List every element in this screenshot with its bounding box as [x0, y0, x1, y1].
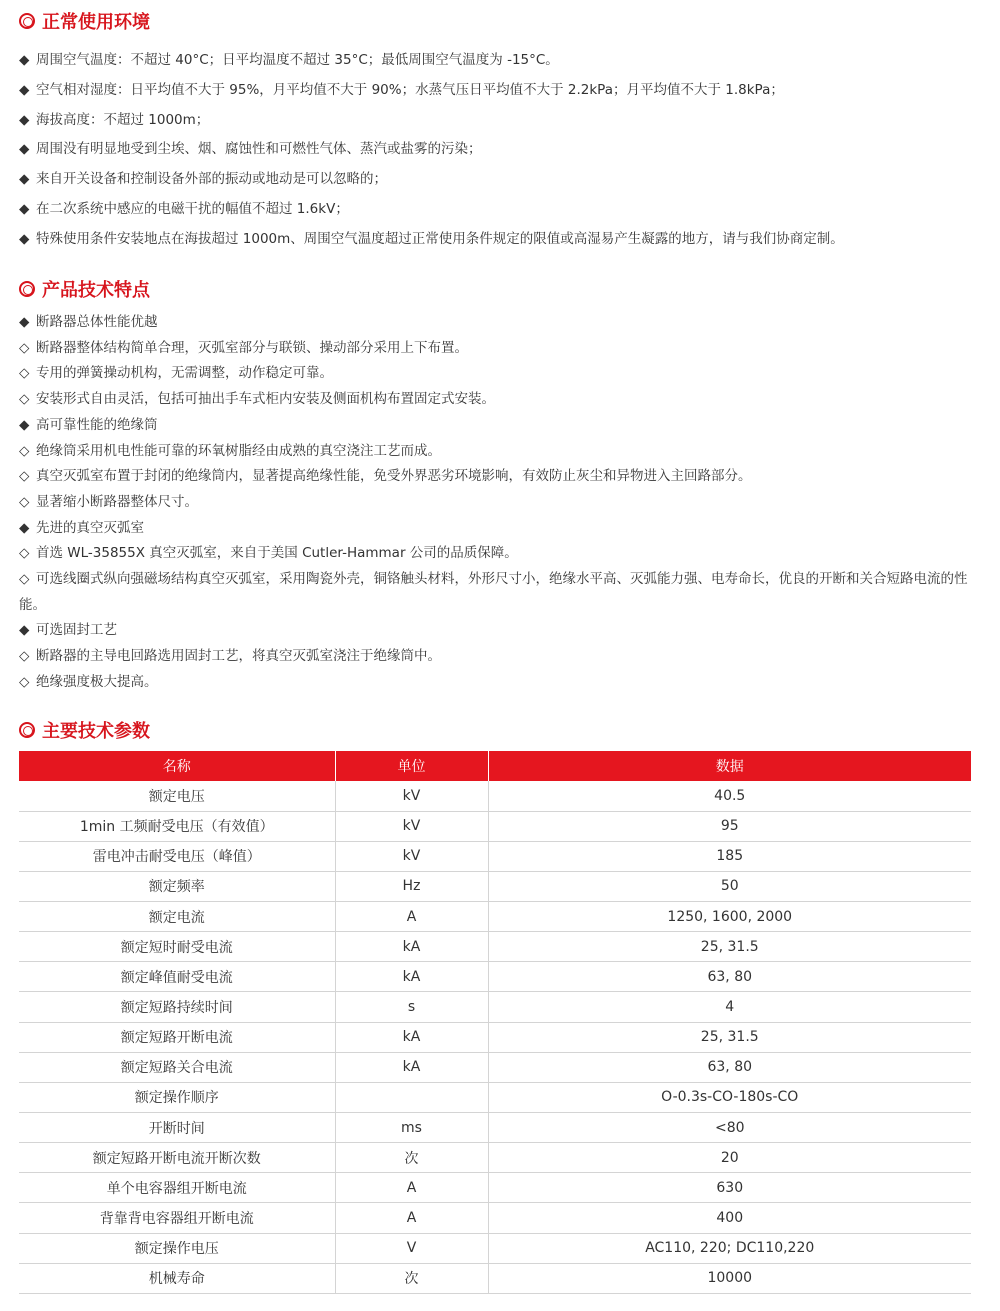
feature-item-text: 断路器的主导电回路选用固封工艺，将真空灭弧室浇注于绝缘筒中。: [36, 648, 441, 665]
feature-item-text: 高可靠性能的绝缘筒: [36, 416, 158, 433]
param-value-cell: AC110, 220; DC110,220: [488, 1233, 971, 1263]
param-value-cell: 25, 31.5: [488, 932, 971, 962]
feature-item-text: 首选 WL-35855X 真空灭弧室，来自于美国 Cutler-Hammar 公司的品质保障。: [36, 545, 518, 562]
diamond-bullet-icon: ◆: [19, 314, 30, 330]
params-section: [19, 715, 974, 1294]
param-unit-cell: A: [335, 902, 488, 932]
param-name-cell: 额定操作顺序: [19, 1082, 335, 1112]
param-value-cell: 1250, 1600, 2000: [488, 902, 971, 932]
feature-item: [19, 670, 974, 696]
env-item-text: 空气相对湿度：日平均值不大于 95%，月平均值不大于 90%；水蒸气压日平均值不大于 2.2kPa；月平均值不大于 1.8kPa；: [36, 81, 784, 98]
param-value-cell: 25, 31.5: [488, 1022, 971, 1052]
param-unit-cell: s: [335, 992, 488, 1022]
param-value-cell: 10000: [488, 1263, 971, 1293]
feature-item-text: 专用的弹簧操动机构，无需调整，动作稳定可靠。: [36, 365, 333, 382]
header-name: 名称: [19, 751, 335, 781]
table-row: [19, 781, 971, 811]
param-name-cell: 额定短路开断电流: [19, 1022, 335, 1052]
table-row: [19, 841, 971, 871]
feature-item: [19, 439, 974, 465]
param-value-cell: 400: [488, 1203, 971, 1233]
param-name-cell: 额定峰值耐受电流: [19, 962, 335, 992]
feature-item: [19, 336, 974, 362]
table-row: [19, 1082, 971, 1112]
feature-item-text: 可选线圈式纵向强磁场结构真空灭弧室，采用陶瓷外壳，铜铬触头材料，外形尺寸小，绝缘水平高、灭弧能力强、电寿命长，优良的开断和关合短路电流的性能。: [19, 571, 968, 613]
param-value-cell: 63, 80: [488, 962, 971, 992]
feature-item-text: 显著缩小断路器整体尺寸。: [36, 493, 198, 510]
diamond-bullet-icon: ◆: [19, 519, 30, 536]
hollow-diamond-bullet-icon: ◇: [19, 391, 30, 408]
param-name-cell: 额定电压: [19, 781, 335, 811]
hollow-diamond-bullet-icon: ◇: [19, 468, 30, 485]
params-table: [19, 751, 971, 1294]
circle-bullet-icon: [19, 722, 35, 738]
param-name-cell: 额定短时耐受电流: [19, 932, 335, 962]
env-section: [19, 6, 974, 255]
param-value-cell: 4: [488, 992, 971, 1022]
param-unit-cell: kV: [335, 841, 488, 871]
env-item-text: 在二次系统中感应的电磁干扰的幅值不超过 1.6kV；: [36, 200, 349, 217]
feature-item: [19, 567, 974, 618]
env-list: [19, 46, 974, 255]
feature-item: [19, 541, 974, 567]
param-value-cell: O-0.3s-CO-180s-CO: [488, 1082, 971, 1112]
diamond-bullet-icon: ◆: [19, 111, 30, 128]
feature-item: [19, 464, 974, 490]
param-unit-cell: A: [335, 1173, 488, 1203]
feature-item: [19, 490, 974, 516]
param-name-cell: 1min 工频耐受电压（有效值）: [19, 811, 335, 841]
hollow-diamond-bullet-icon: ◇: [19, 648, 30, 665]
table-row: [19, 1143, 971, 1173]
features-section: [19, 274, 974, 696]
param-unit-cell: V: [335, 1233, 488, 1263]
feature-item: [19, 310, 974, 336]
circle-bullet-icon: [19, 13, 35, 29]
hollow-diamond-bullet-icon: ◇: [19, 493, 30, 510]
param-name-cell: 额定短路持续时间: [19, 992, 335, 1022]
diamond-bullet-icon: ◆: [19, 52, 30, 68]
hollow-diamond-bullet-icon: ◇: [19, 365, 30, 382]
feature-item-text: 可选固封工艺: [36, 622, 117, 639]
feature-item: [19, 413, 974, 439]
feature-item-text: 断路器整体结构简单合理，灭弧室部分与联锁、操动部分采用上下布置。: [36, 339, 468, 356]
feature-item: [19, 361, 974, 387]
hollow-diamond-bullet-icon: ◇: [19, 673, 30, 690]
param-value-cell: <80: [488, 1113, 971, 1143]
features-list: [19, 310, 974, 696]
param-name-cell: 开断时间: [19, 1113, 335, 1143]
table-row: [19, 1052, 971, 1082]
param-unit-cell: kA: [335, 962, 488, 992]
feature-item-text: 安装形式自由灵活，包括可抽出手车式柜内安装及侧面机构布置固定式安装。: [36, 391, 495, 408]
env-item: [19, 76, 974, 106]
param-unit-cell: kV: [335, 811, 488, 841]
param-value-cell: 40.5: [488, 781, 971, 811]
param-unit-cell: kV: [335, 781, 488, 811]
table-row: [19, 932, 971, 962]
param-name-cell: 背靠背电容器组开断电流: [19, 1203, 335, 1233]
feature-item: [19, 644, 974, 670]
table-row: [19, 1173, 971, 1203]
param-value-cell: 630: [488, 1173, 971, 1203]
param-unit-cell: 次: [335, 1143, 488, 1173]
feature-item-text: 断路器总体性能优越: [36, 314, 158, 330]
param-unit-cell: kA: [335, 1022, 488, 1052]
feature-item-text: 先进的真空灭弧室: [36, 519, 144, 536]
circle-bullet-icon: [19, 281, 35, 297]
param-unit-cell: [335, 1082, 488, 1112]
env-item-text: 周围空气温度：不超过 40°C；日平均温度不超过 35°C；最低周围空气温度为 -15°C。: [36, 52, 559, 68]
diamond-bullet-icon: ◆: [19, 230, 30, 247]
hollow-diamond-bullet-icon: ◇: [19, 545, 30, 562]
param-unit-cell: kA: [335, 1052, 488, 1082]
hollow-diamond-bullet-icon: ◇: [19, 339, 30, 356]
param-unit-cell: ms: [335, 1113, 488, 1143]
table-row: [19, 1263, 971, 1293]
feature-item: [19, 618, 974, 644]
params-title: [19, 715, 974, 745]
table-row: [19, 902, 971, 932]
param-value-cell: 20: [488, 1143, 971, 1173]
param-name-cell: 额定电流: [19, 902, 335, 932]
hollow-diamond-bullet-icon: ◇: [19, 442, 30, 459]
env-title: [19, 6, 974, 36]
table-row: [19, 962, 971, 992]
env-item: [19, 106, 974, 136]
param-name-cell: 额定短路开断电流开断次数: [19, 1143, 335, 1173]
diamond-bullet-icon: ◆: [19, 200, 30, 217]
param-name-cell: 额定频率: [19, 871, 335, 901]
env-item-text: 周围没有明显地受到尘埃、烟、腐蚀性和可燃性气体、蒸汽或盐雾的污染；: [36, 141, 482, 158]
header-unit: 单位: [335, 751, 488, 781]
table-row: [19, 1113, 971, 1143]
param-name-cell: 机械寿命: [19, 1263, 335, 1293]
table-row: [19, 1022, 971, 1052]
param-value-cell: 95: [488, 811, 971, 841]
features-title: [19, 274, 974, 304]
diamond-bullet-icon: ◆: [19, 622, 30, 639]
diamond-bullet-icon: ◆: [19, 141, 30, 158]
hollow-diamond-bullet-icon: ◇: [19, 571, 30, 588]
param-value-cell: 185: [488, 841, 971, 871]
env-item-text: 来自开关设备和控制设备外部的振动或地动是可以忽略的；: [36, 171, 387, 188]
diamond-bullet-icon: ◆: [19, 81, 30, 98]
diamond-bullet-icon: ◆: [19, 416, 30, 433]
param-name-cell: 单个电容器组开断电流: [19, 1173, 335, 1203]
table-row: [19, 871, 971, 901]
table-row: [19, 811, 971, 841]
feature-item-text: 绝缘强度极大提高。: [36, 673, 158, 690]
env-title-text: 正常使用环境: [42, 12, 150, 33]
header-data: 数据: [488, 751, 971, 781]
env-item: [19, 135, 974, 165]
param-unit-cell: 次: [335, 1263, 488, 1293]
features-title-text: 产品技术特点: [42, 280, 150, 301]
diamond-bullet-icon: ◆: [19, 171, 30, 188]
feature-item: [19, 516, 974, 542]
param-value-cell: 63, 80: [488, 1052, 971, 1082]
env-item: [19, 165, 974, 195]
params-title-text: 主要技术参数: [42, 721, 150, 742]
param-name-cell: 雷电冲击耐受电压（峰值）: [19, 841, 335, 871]
env-item-text: 海拔高度：不超过 1000m；: [36, 111, 210, 128]
param-value-cell: 50: [488, 871, 971, 901]
env-item: [19, 195, 974, 225]
env-item: [19, 46, 974, 76]
param-name-cell: 额定短路关合电流: [19, 1052, 335, 1082]
feature-item-text: 真空灭弧室布置于封闭的绝缘筒内，显著提高绝缘性能，免受外界恶劣环境影响，有效防止灰尘和异物进入主回路部分。: [36, 468, 752, 485]
feature-item-text: 绝缘筒采用机电性能可靠的环氧树脂经由成熟的真空浇注工艺而成。: [36, 442, 441, 459]
param-name-cell: 额定操作电压: [19, 1233, 335, 1263]
env-item: [19, 225, 974, 255]
param-unit-cell: kA: [335, 932, 488, 962]
feature-item: [19, 387, 974, 413]
table-row: [19, 992, 971, 1022]
param-unit-cell: Hz: [335, 871, 488, 901]
param-unit-cell: A: [335, 1203, 488, 1233]
env-item-text: 特殊使用条件安装地点在海拔超过 1000m、周围空气温度超过正常使用条件规定的限值或高湿易产生凝露的地方，请与我们协商定制。: [36, 230, 844, 247]
table-row: [19, 1203, 971, 1233]
table-row: [19, 1233, 971, 1263]
table-header-row: [19, 751, 971, 781]
